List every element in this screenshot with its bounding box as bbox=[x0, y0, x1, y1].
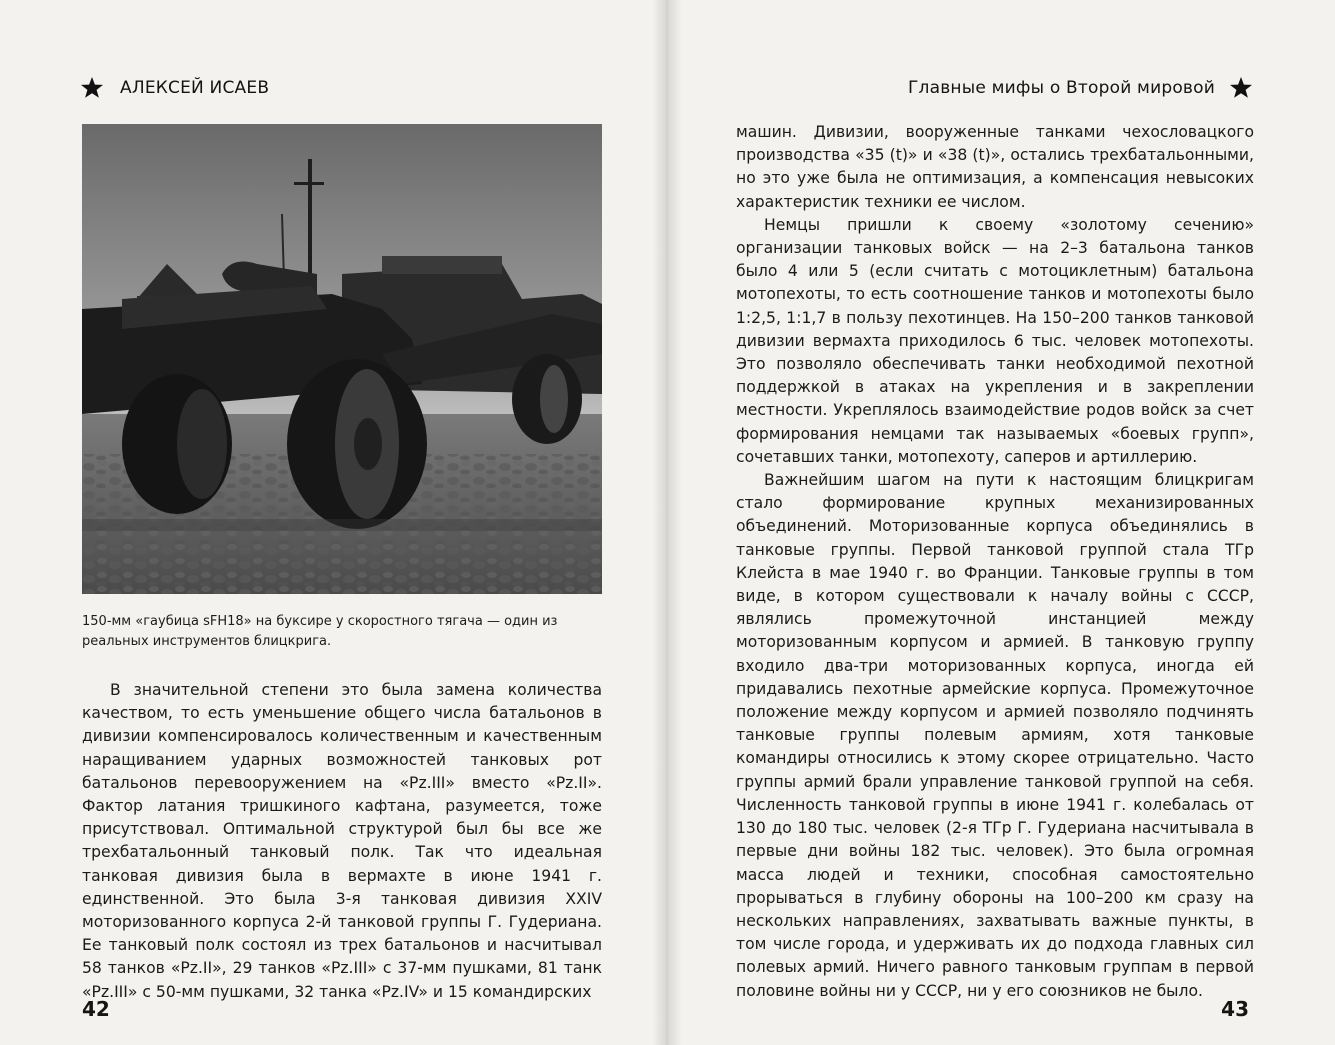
left-body-text bbox=[82, 679, 602, 1004]
left-page bbox=[0, 0, 660, 1045]
photo-caption: 150-мм «гаубица sFH18» на буксире у скоростного тягача — один из реальных инструментов блицкрига. bbox=[82, 614, 558, 649]
page-number-left: 42 bbox=[82, 997, 110, 1021]
right-body-text bbox=[736, 121, 1254, 1003]
howitzer-photo bbox=[82, 124, 602, 594]
left-running-head bbox=[80, 76, 269, 100]
right-page bbox=[670, 0, 1335, 1045]
author-name: АЛЕКСЕЙ ИСАЕВ bbox=[120, 78, 270, 98]
star-icon bbox=[1229, 76, 1253, 100]
right-running-head bbox=[908, 76, 1253, 100]
paragraph: Важнейшим шагом на пути к настоящим блицкригам стало формирование крупных механизированных объединений. Моторизованные корпуса объединялись в танковые группы. Первой танковой группой стала ТГр Клейста в мае 1940 г. во Франции. Танковые группы в том виде, в котором существовали к началу войны с СССР, являлись промежуточной инстанцией между моторизованным корпусом и армией. В танковую группу входило два-три моторизованных корпуса, иногда ей придавались пехотные армейские корпуса. Промежуточное положение между корпусом и армией позволяло подчинять танковые группы полевым армиям, хотя танковые командиры относились к этому скорее отрицательно. Часто группы армий брали управление танковой группой на себя. Численность танковой группы в июне 1941 г. колебалась от 130 до 180 тыс. человек (2-я ТГр Г. Гудериана насчитывала в первые дни войны 182 тыс. человек). Это была огромная масса людей и техники, способная самостоятельно прорываться в глубину обороны на 100–200 км сразу на нескольких направлениях, захватывать важные пункты, в том числе города, и удерживать их до подхода главных сил полевых армий. Ничего равного танковым группам в первой половине войны ни у СССР, ни у его союзников не было. bbox=[736, 471, 1254, 1000]
book-title: Главные мифы о Второй мировой bbox=[907, 78, 1215, 98]
page-number-right: 43 bbox=[1221, 997, 1249, 1021]
paragraph: Немцы пришли к своему «золотому сечению» организации танковых войск — на 2–3 батальона танков было 4 или 5 (если считать с мотоциклетным) батальона мотопехоты, то есть соотношение танков и мотопехоты было 1:2,5, 1:1,7 в пользу пехотинцев. На 150–200 танков танковой дивизии вермахта приходилось 6 тыс. человек мотопехоты. Это позволяло обеспечивать танки необходимой пехотной поддержкой в атаках на укрепления и в закреплении местности. Укреплялось взаимодействие родов войск за счет формирования немцами так называемых «боевых групп», сочетавших танки, мотопехоту, саперов и артиллерию. bbox=[736, 215, 1254, 466]
paragraph: машин. Дивизии, вооруженные танками чехословацкого производства «35 (t)» и «38 (t)», остались трехбатальонными, но это уже была не оптимизация, а компенсация невысоких характеристик техники ее числом. bbox=[736, 123, 1254, 211]
star-icon bbox=[80, 76, 104, 100]
paragraph: В значительной степени это была замена количества качеством, то есть уменьшение общего числа батальонов в дивизии компенсировалось количественным и качественным наращиванием ударных возможностей танковых рот батальонов перевооружением на «Pz.III» вместо «Pz.II». Фактор латания тришкиного кафтана, разумеется, тоже присутствовал. Оптимальной структурой был бы все же трехбатальонный танковый полк. Так что идеальная танковая дивизия была в вермахте в июне 1941 г. единственной. Это была 3-я танковая дивизия XXIV моторизованного корпуса 2-й танковой группы Г. Гудериана. Ее танковый полк состоял из трех батальонов и насчитывал 58 танков «Pz.II», 29 танков «Pz.III» с 37-мм пушками, 81 танк «Pz.III» с 50-мм пушками, 32 танка «Pz.IV» и 15 командирских bbox=[82, 681, 602, 1001]
